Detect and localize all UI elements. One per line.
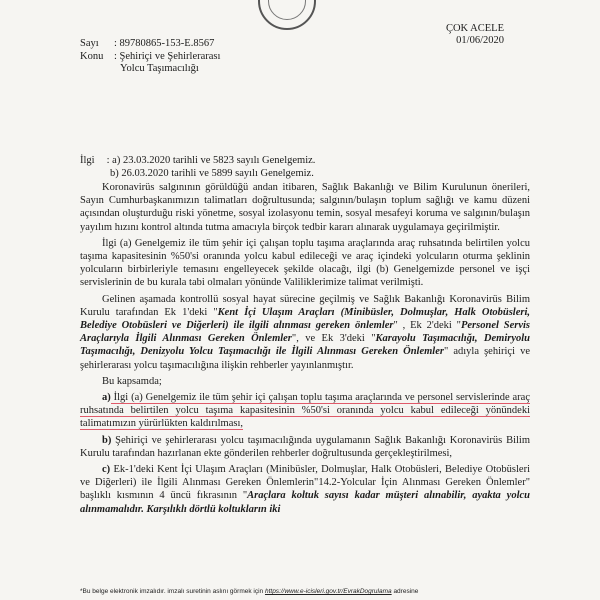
item-a-label: a) xyxy=(102,392,111,404)
p3-text: " adıyla şehiriçi ve şehirlerarası yolcu taşımacılığına ilişkin rehberler yayınlanmıştır. xyxy=(80,346,530,371)
paragraph-4: Bu kapsamda; xyxy=(102,375,162,387)
p3-text: " , Ek 2'deki " xyxy=(393,320,461,332)
emblem-seal xyxy=(258,0,316,30)
item-a xyxy=(80,391,530,431)
paragraph-2: İlgi (a) Genelgemiz ile tüm şehir içi çalışan toplu taşıma araçlarında araç ruhsatında belirtilen yolcu taşıma kapasitesinin %50'si oranında yolcu kabul edileceği ve araç içindeki yolcuların oturma şeklinin yolcuların birbirleriyle temasını engelleyecek şekilde olacağı, ilgi (b) Genelgemizde personel ve işçi servislerinin de bu kurala tabi olmaları yönünde Valiliklerimize talimat verilmişti. xyxy=(80,237,530,289)
sayi-label: Sayı xyxy=(80,38,99,49)
p3-text: ", ve Ek 3'deki " xyxy=(291,333,376,345)
ilgi-a: : a) 23.03.2020 tarihli ve 5823 sayılı Genelgemiz. xyxy=(106,155,316,166)
document-meta xyxy=(80,38,220,76)
item-c xyxy=(80,463,530,516)
document-body xyxy=(80,181,530,519)
item-b xyxy=(80,434,530,460)
item-a-text-highlighted: İlgi (a) Genelgemiz ile tüm şehir içi çalışan toplu taşıma araçlarında ve personel servislerinde araç ruhsatında belirtilen yolcu taşıma kapasitesinin %50'si oranında yolcu kabul edileceği yönündeki talimatımızın yürürlükten kaldırılması, xyxy=(80,392,530,430)
reference-block xyxy=(80,155,315,180)
ilgi-label: İlgi xyxy=(80,155,95,166)
paragraph-3 xyxy=(80,293,530,372)
item-b-label: b) xyxy=(102,434,112,446)
item-c-quote: Araçlara koltuk sayısı kadar müşteri alınabilir, ayakta yolcu alınmamalıdır. Karşılıklı dörtlü koltukların iki xyxy=(80,490,530,515)
sayi-value: : 89780865-153-E.8567 xyxy=(114,38,215,49)
p3-guide-1: Kent İçi Ulaşım Araçları (Minibüsler, Dolmuşlar, Halk Otobüsleri, Belediye Otobüsleri ve Diğerleri) ile ilgili alınması gereken önlemler xyxy=(80,306,530,332)
urgency-label: ÇOK ACELE xyxy=(445,23,504,34)
footer-text: *Bu belge elektronik imzalıdır. imzalı suretinin aslını görmek için xyxy=(80,588,265,595)
verification-link[interactable]: https://www.e-icisleri.gov.tr/EvrakDogrulama xyxy=(264,588,392,595)
header-right xyxy=(446,23,504,47)
konu-value-line-2: Yolcu Taşımacılığı xyxy=(120,63,199,74)
konu-value-line-1: : Şehiriçi ve Şehirlerarası xyxy=(114,50,221,62)
item-c-label: c) xyxy=(102,464,111,476)
item-c-text: Ek-1'deki Kent İçi Ulaşım Araçları (Minibüsler, Dolmuşlar, Halk Otobüsleri, Belediye Otobüsleri ve Diğerleri) ile İlgili Alınması Gereken Önlemlerin"14.2-Yolcular İçin Alınması Gereken Önlemler" başlıklı kısmının 4 üncü fıkrasının " xyxy=(80,464,530,502)
verification-footer xyxy=(80,588,418,596)
document-date: 01/06/2020 xyxy=(456,35,504,46)
p3-guide-3: Karayolu Taşımacılığı, Demiryolu Taşımacılığı, Denizyolu Yolcu Taşımacılığı ile İlgili Alınması Gereken Önlemler xyxy=(80,333,530,358)
ilgi-b: b) 26.03.2020 tarihli ve 5899 sayılı Genelgemiz. xyxy=(110,167,314,179)
konu-label: Konu xyxy=(80,50,104,62)
p3-text: Gelinen aşamada kontrollü sosyal hayat sürecine geçilmiş ve Sağlık Bakanlığı Koronavirüs Bilim Kurulu tarafından Ek 1'deki " xyxy=(80,293,530,318)
p3-guide-2: Personel Servis Araçlarıyla İlgili Alınması Gereken Önlemler xyxy=(80,320,530,345)
paragraph-1: Koronavirüs salgınının görüldüğü andan itibaren, Sağlık Bakanlığı ve Bilim Kurulunun önerileri, Sayın Cumhurbaşkanımızın talimatları doğrultusunda; salgının/bulaşın toplum sağlığı ve kamu düzeni açısından oluşturduğu riski yönetme, sosyal izolasyonu temin, sosyal mesafeyi koruma ve salgının/bulaşın yayılım hızını kontrol altında tutma amacıyla birçok tedbir kararı alınarak uygulamaya geçirilmiştir. xyxy=(80,182,530,233)
footer-tail: adresine xyxy=(391,588,419,595)
item-b-text: Şehiriçi ve şehirlerarası yolcu taşımacılığında uygulamanın Sağlık Bakanlığı Koronavirüs Bilim Kurulu tarafından hazırlanan ekte gönderilen rehberler doğrultusunda gerçekleştirilmesi, xyxy=(80,434,530,459)
